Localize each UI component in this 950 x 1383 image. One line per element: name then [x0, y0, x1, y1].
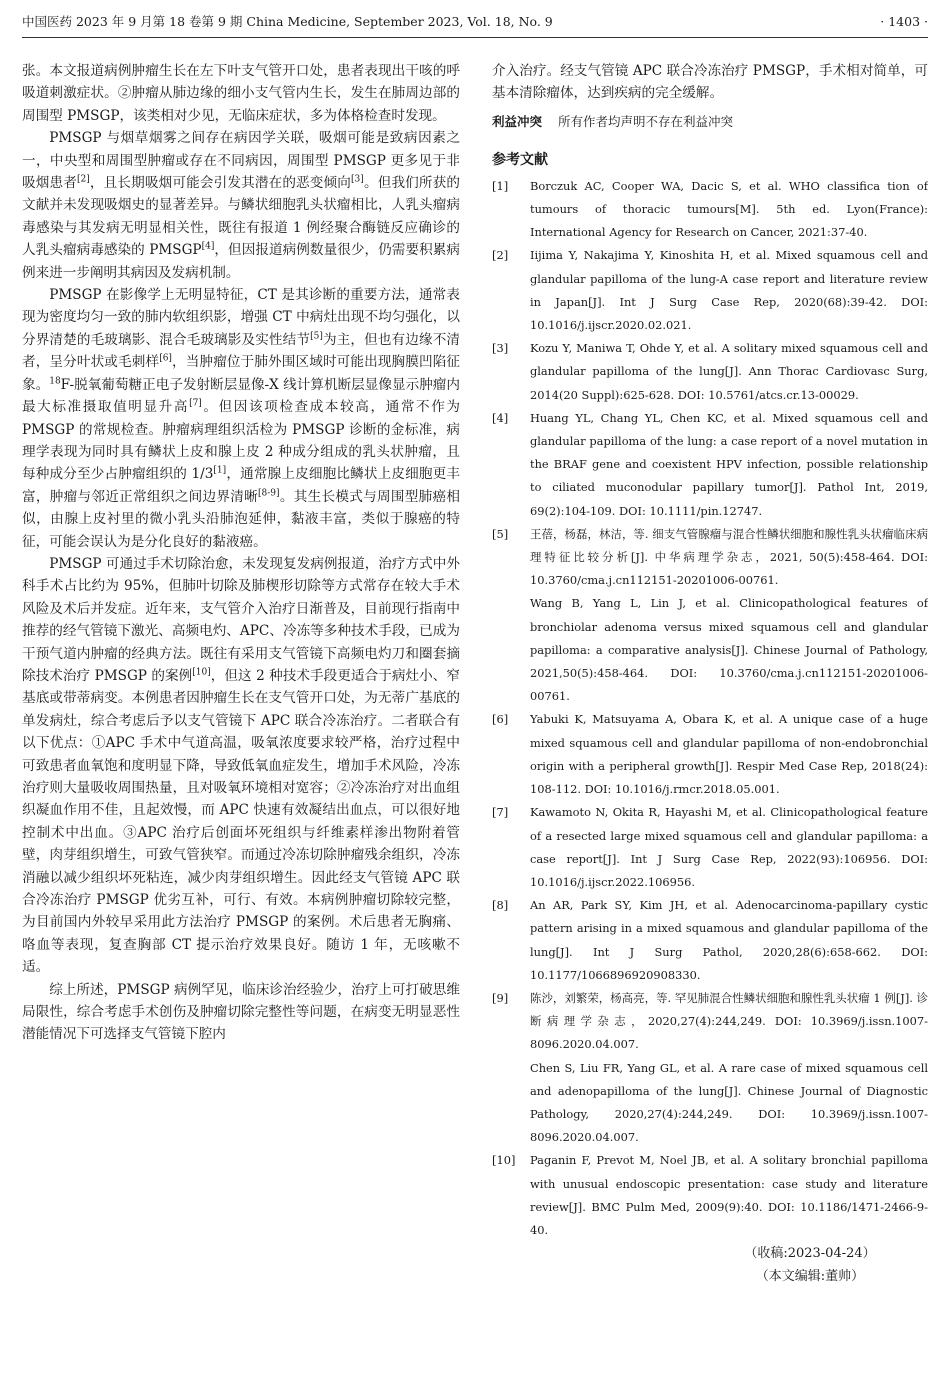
- reference-number: [1]: [492, 178, 509, 193]
- paragraph-text: PMSGP 在影像学上无明显特征，CT 是其诊断的重要方法，通常表现为密度均匀一致的肺内软组织影，增强 CT 中病灶出现不均匀强化，以分界清楚的毛玻璃影、混合毛玻璃影及实性结节: [22, 287, 460, 348]
- reference-english-translation: Wang B, Yang L, Lin J, et al. Clinicopathological features of bronchiolar adenoma versus mixed squamous cell and glandular papilloma: a comparative analysis[J]. Chinese Journal of Pathology, 2021,50(5):458-464. DOI: 10.3760/cma.j.cn112151-20201006-00761.: [530, 596, 928, 704]
- conflict-text: 所有作者均声明不存在利益冲突: [558, 113, 734, 129]
- paragraph-text: ，但因报道病例数量很少，仍需要积累病例来进一步阐明其病因及发病机制。: [22, 242, 460, 281]
- references-heading: 参考文献: [492, 151, 548, 168]
- editor-note: （本文编辑:董帅）: [755, 1269, 865, 1285]
- citation-superscript: [5]: [310, 331, 323, 342]
- reference-number: [3]: [492, 341, 509, 356]
- reference-text: 王蓓，杨磊，林洁，等. 细支气管腺瘤与混合性鳞状细胞和腺性乳头状瘤临床病理特征比较分析[J]. 中华病理学杂志，2021, 50(5):458-464. DOI: 10.3760/cma.j.cn112151-20201006-00761.: [530, 526, 928, 588]
- citation-superscript: [2]: [76, 174, 90, 185]
- reference-number: [6]: [492, 712, 509, 727]
- reference-text: Kawamoto N, Okita R, Hayashi M, et al. Clinicopathological feature of a resected large mixed squamous cell and glandular papilloma: a case report[J]. Int J Surg Case Rep, 2022(93):106956. DOI: 10.1016/j.ijscr.2022.106956.: [530, 805, 928, 889]
- paragraph-text: 。其生长模式与周围型肺癌相似，由腺上皮衬里的微小乳头沿肺泡延伸，黏液丰富，类似于腺癌的特征，可能会误认为是分化良好的黏液癌。: [22, 488, 460, 550]
- reference-text: 陈沙，刘繁荣，杨高亮，等. 罕见肺混合性鳞状细胞和腺性乳头状瘤 1 例[J]. 诊断病理学杂志，2020,27(4):244,249. DOI: 10.3969/j.issn.1007-8096.2020.04.007.: [530, 990, 928, 1052]
- reference-text-block: [530, 407, 928, 523]
- paragraph-text: 为主，但也有边缘不清者，呈分叶状或毛刺样: [22, 331, 460, 371]
- paragraph-text: PMSGP 与烟草烟雾之间存在病因学关联，吸烟可能是致病因素之一，中央型和周围型肿瘤或存在不同病因，周围型 PMSGP 更多见于非吸烟患者: [22, 130, 460, 192]
- paragraph-text: 综上所述，PMSGP 病例罕见，临床诊治经验少，治疗上可打破思维局限性，综合考虑手术创伤及肿瘤切除完整性等问题，在病变无明显恶性潜能情况下可选择支气管镜下腔内: [22, 981, 460, 1043]
- reference-number: [7]: [492, 805, 509, 820]
- running-header: [22, 13, 928, 37]
- reference-item: [492, 987, 928, 1149]
- citation-superscript: [4]: [201, 241, 215, 252]
- reference-text: Kozu Y, Maniwa T, Ohde Y, et al. A solitary mixed squamous cell and glandular papilloma of the lung[J]. Ann Thorac Cardiovasc Surg, 2014(20 Suppl):625-628. DOI: 10.5761/atcs.cr.13-00029.: [530, 341, 928, 402]
- reference-item: [492, 244, 928, 337]
- header-rule: [22, 37, 928, 38]
- citation-superscript: [3]: [351, 174, 364, 185]
- continuation-paragraph: 介入治疗。经支气管镜 APC 联合冷冻治疗 PMSGP，手术相对简单，可基本清除瘤体，达到疾病的完全缓解。: [492, 63, 928, 102]
- left-column: [22, 60, 460, 1370]
- reference-number: [5]: [492, 526, 509, 541]
- reference-item: [492, 1149, 928, 1242]
- citation-superscript: [7]: [189, 398, 202, 409]
- received-date: （收稿:2023-04-24）: [744, 1246, 876, 1262]
- citation-superscript: [6]: [159, 353, 172, 364]
- conflict-label: 利益冲突: [492, 113, 543, 129]
- paragraph-text: 。但我们所获的文献并未发现吸烟史的显著差异。与鳞状细胞乳头状瘤相比，人乳头瘤病毒感染与其发病无明显相关性，既往有报道 1 例经聚合酶链反应确诊的人乳头瘤病毒感染的 PMSGP: [22, 175, 460, 259]
- paragraph-text: ，通常腺上皮细胞比鳞状上皮细胞更丰富，肿瘤与邻近正常组织之间边界清晰: [22, 466, 460, 505]
- reference-number: [10]: [492, 1153, 516, 1168]
- reference-text-block: [530, 894, 928, 987]
- reference-item: [492, 801, 928, 894]
- paragraph-text: ，但这 2 种技术手段更适合于病灶小、窄基底或带蒂病变。本例患者因肿瘤生长在支气管开口处，为无蒂广基底的单发病灶，综合考虑后予以支气管镜下 APC 联合冷冻治疗。二者联合有以下优点：①APC 手术中气道高温，吸氧浓度要求较严格，治疗过程中可致患者血氧饱和度明显下降，导致低氧血症发生，增加手术风险，冷冻治疗则大量吸收周围热量，且对吸氧环境相对宽容；②冷冻治疗对出血组织凝血作用不佳，且起效慢，而 APC 快速有效凝结出血点，可以很好地控制术中出血。③APC 治疗后创面坏死组织与纤维素样渗出物附着管壁，肉芽组织增生，可致气管狭窄。而通过冷冻切除肿瘤残余组织，冷冻消融以减少组织坏死粘连，减少肉芽组织增生。因此经支气管镜 APC 联合冷冻治疗 PMSGP 优劣互补，可行、有效。本病例肿瘤切除较完整，为目前国内外较早采用此方法治疗 PMSGP 的案例。术后患者无胸痛、咯血等表现，复查胸部 CT 提示治疗效果良好。随访 1 年，无咳嗽不适。: [22, 667, 460, 976]
- reference-item: [492, 175, 928, 245]
- paragraph-text: F-脱氧葡萄糖正电子发射断层显像-X 线计算机断层显像显示肿瘤内最大标准摄取值明显升高: [22, 376, 460, 416]
- reference-number: [4]: [492, 410, 509, 425]
- reference-text-block: [530, 244, 928, 337]
- reference-text: Yabuki K, Matsuyama A, Obara K, et al. A unique case of a huge mixed squamous cell and glandular papilloma of non-endobronchial origin with a peripheral growth[J]. Respir Med Case Rep, 2018(24): 108-112. DOI: 10.1016/j.rmcr.2018.05.001.: [530, 712, 928, 797]
- body-paragraph: [22, 979, 460, 1046]
- citation-superscript: [1]: [213, 465, 227, 476]
- reference-number: [8]: [492, 898, 509, 913]
- reference-text-block: [530, 987, 928, 1149]
- journal-citation: 中国医药 2023 年 9 月第 18 卷第 9 期 China Medicine, September 2023, Vol. 18, No. 9: [22, 14, 553, 29]
- reference-item: [492, 523, 928, 709]
- reference-text: Borczuk AC, Cooper WA, Dacic S, et al. WHO classifica tion of tumours of thoracic tumours[M]. 5th ed. Lyon(France): International Agency for Research on Cancer, 2021:37-40.: [530, 178, 928, 240]
- body-paragraph: [22, 60, 460, 127]
- right-column: [492, 60, 928, 1370]
- page-number: · 1403 ·: [880, 14, 928, 29]
- reference-number: [9]: [492, 990, 509, 1005]
- body-paragraph: [22, 127, 460, 284]
- reference-text-block: [530, 1149, 928, 1242]
- reference-text-block: [530, 523, 928, 709]
- conflict-of-interest: [492, 113, 928, 131]
- reference-text-block: [530, 175, 928, 245]
- citation-superscript: 18: [49, 376, 61, 387]
- paragraph-text: PMSGP 可通过手术切除治愈，未发现复发病例报道，治疗方式中外科手术占比约为 95%，但肺叶切除及肺楔形切除等方式常存在较大手术风险及术后并发症。近年来，支气管介入治疗日渐普及，目前现行指南中推荐的经气管镜下激光、高频电灼、APC、冷冻等多种技术手段，已成为干预气道内肿瘤的经典方法。既往有采用支气管镜下高频电灼刀和圈套摘除技术治疗 PMSGP 的案例: [22, 555, 460, 684]
- article-notes: [492, 1242, 928, 1288]
- paragraph-text: 张。本文报道病例肿瘤生长在左下叶支气管开口处，患者表现出干咳的呼吸道刺激症状。②肿瘤从肺边缘的细小支气管内生长，发生在肺周边部的周围型 PMSGP，该类相对少见，无临床症状，多为体格检查时发现。: [22, 63, 460, 124]
- reference-number: [2]: [492, 248, 509, 263]
- reference-list: [492, 175, 928, 1242]
- reference-text-block: [530, 337, 928, 407]
- reference-text: Huang YL, Chang YL, Chen KC, et al. Mixed squamous cell and glandular papilloma of the lung: a case report of a novel mutation in the BRAF gene and coexistent HPV infection, possible relationship to ciliated muconodular papillary tumor[J]. Pathol Int, 2019, 69(2):104-109. DOI: 10.1111/pin.12747.: [530, 410, 928, 518]
- reference-text: An AR, Park SY, Kim JH, et al. Adenocarcinoma-papillary cystic pattern arising in a mixed squamous and glandular papilloma of the lung[J]. Int J Surg Pathol, 2020,28(6):658-662. DOI: 10.1177/1066896920908330.: [530, 898, 928, 982]
- paragraph-text: ，当肿瘤位于肺外围区域时可能出现胸膜凹陷征象。: [22, 354, 460, 393]
- reference-text-block: [530, 708, 928, 801]
- paragraph-text: 。但因该项检查成本较高，通常不作为 PMSGP 的常规检查。肿瘤病理组织活检为 PMSGP 诊断的金标准，病理学表现为同时具有鳞状上皮和腺上皮 2 种成分组成的乳头状肿瘤，且每种成分至少占肿瘤组织的 1/3: [22, 399, 460, 483]
- citation-superscript: [10]: [192, 667, 211, 678]
- reference-text: Paganin F, Prevot M, Noel JB, et al. A solitary bronchial papilloma with unusual endoscopic presentation: case study and literature review[J]. BMC Pulm Med, 2009(9):40. DOI: 10.1186/1471-2466-9-40.: [530, 1153, 928, 1237]
- reference-item: [492, 407, 928, 523]
- citation-superscript: [8-9]: [258, 488, 280, 499]
- reference-english-translation: Chen S, Liu FR, Yang GL, et al. A rare case of mixed squamous cell and adenopapilloma of the lung[J]. Chinese Journal of Diagnostic Pathology, 2020,27(4):244,249. DOI: 10.3969/j.issn.1007-8096.2020.04.007.: [530, 1060, 928, 1145]
- reference-item: [492, 337, 928, 407]
- paragraph-text: ，且长期吸烟可能会引发其潜在的恶变倾向: [89, 175, 352, 192]
- reference-text-block: [530, 801, 928, 894]
- reference-item: [492, 708, 928, 801]
- reference-item: [492, 894, 928, 987]
- body-paragraph: [22, 553, 460, 979]
- reference-text: Iijima Y, Nakajima Y, Kinoshita H, et al. Mixed squamous cell and glandular papilloma of the lung-A case report and literature review in Japan[J]. Int J Surg Case Rep, 2020(68):39-42. DOI: 10.1016/j.ijscr.2020.02.021.: [530, 248, 928, 333]
- body-paragraph: [22, 284, 460, 553]
